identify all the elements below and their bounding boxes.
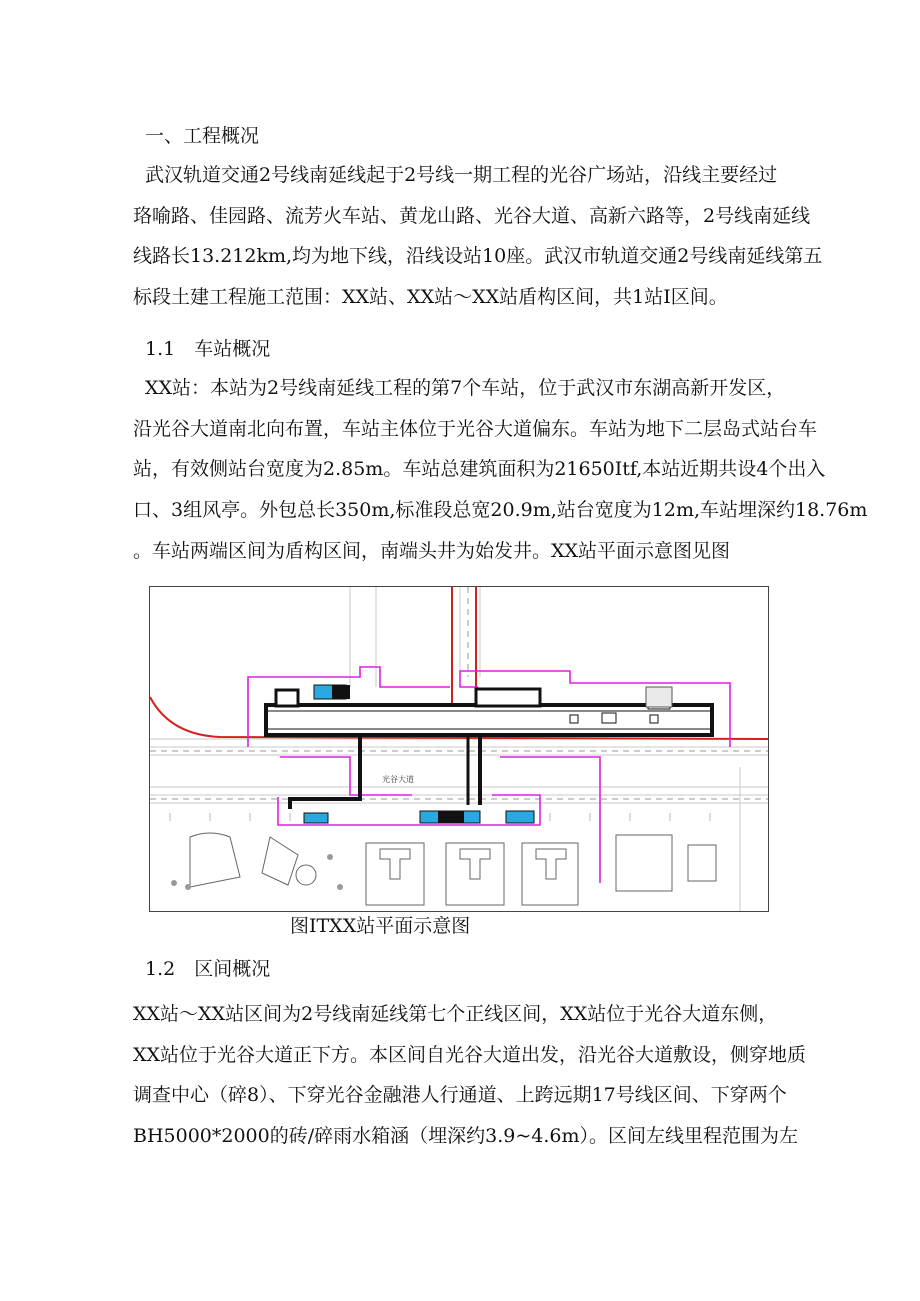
section-1-1-line: 口、3组风亭。外包总长350m,标准段总宽20.9m,站台宽度为12m,车站埋深约18.76m (133, 499, 868, 522)
section-1-1-line: 沿光谷大道南北向布置，车站主体位于光谷大道偏东。车站为地下二层岛式站台车 (133, 417, 818, 440)
section-1-2-line: XX站位于光谷大道正下方。本区间自光谷大道出发，沿光谷大道敷设，侧穿地质 (133, 1043, 807, 1066)
section-1-title: 一、工程概况 (145, 125, 260, 147)
section-1-1-line: 站，有效侧站台宽度为2.85m。车站总建筑面积为21650Itf,本站近期共设4个出入 (133, 458, 826, 481)
section-1-2-body (133, 994, 837, 1157)
section-1-1-body (133, 368, 868, 572)
section-1-1-line: XX站：本站为2号线南延线工程的第7个车站，位于武汉市东湖高新开发区， (145, 377, 786, 399)
section-1-line: 武汉轨道交通2号线南延线起于2号线一期工程的光谷广场站，沿线主要经过 (145, 164, 778, 186)
section-1-body (133, 155, 837, 318)
section-1-line: 线路长13.212km,均为地下线，沿线设站10座。武汉市轨道交通2号线南延线第五 (133, 245, 823, 268)
section-1-line: 标段土建工程施工范围：XX站、XX站～XX站盾构区间，共1站I区间。 (133, 286, 728, 309)
station-structure (266, 685, 712, 823)
section-1-2-title: 1.2 区间概况 (145, 958, 271, 980)
section-1-2-line: BH5000*2000的砖/碎雨水箱涵（埋深约3.9~4.6m）。区间左线里程范围为左 (133, 1125, 799, 1148)
station-plan-drawing (150, 587, 769, 912)
station-plan-figure (149, 586, 769, 912)
section-1-1-line: 。车站两端区间为盾构区间，南端头井为始发井。XX站平面示意图见图 (133, 539, 731, 562)
section-1-line: 珞喻路、佳园路、流芳火车站、黄龙山路、光谷大道、高新六路等，2号线南延线 (133, 204, 811, 227)
section-1-1-title: 1.1 车站概况 (145, 338, 271, 360)
section-1-2-line: 调查中心（碎8）、下穿光谷金融港人行通道、上跨远期17号线区间、下穿两个 (133, 1084, 787, 1107)
section-1-2-line: XX站～XX站区间为2号线南延线第七个正线区间，XX站位于光谷大道东侧， (133, 1003, 778, 1025)
road-label: 光谷大道 (382, 775, 414, 784)
building-outlines (190, 833, 716, 905)
figure-caption: 图ITXX站平面示意图 (290, 915, 471, 937)
